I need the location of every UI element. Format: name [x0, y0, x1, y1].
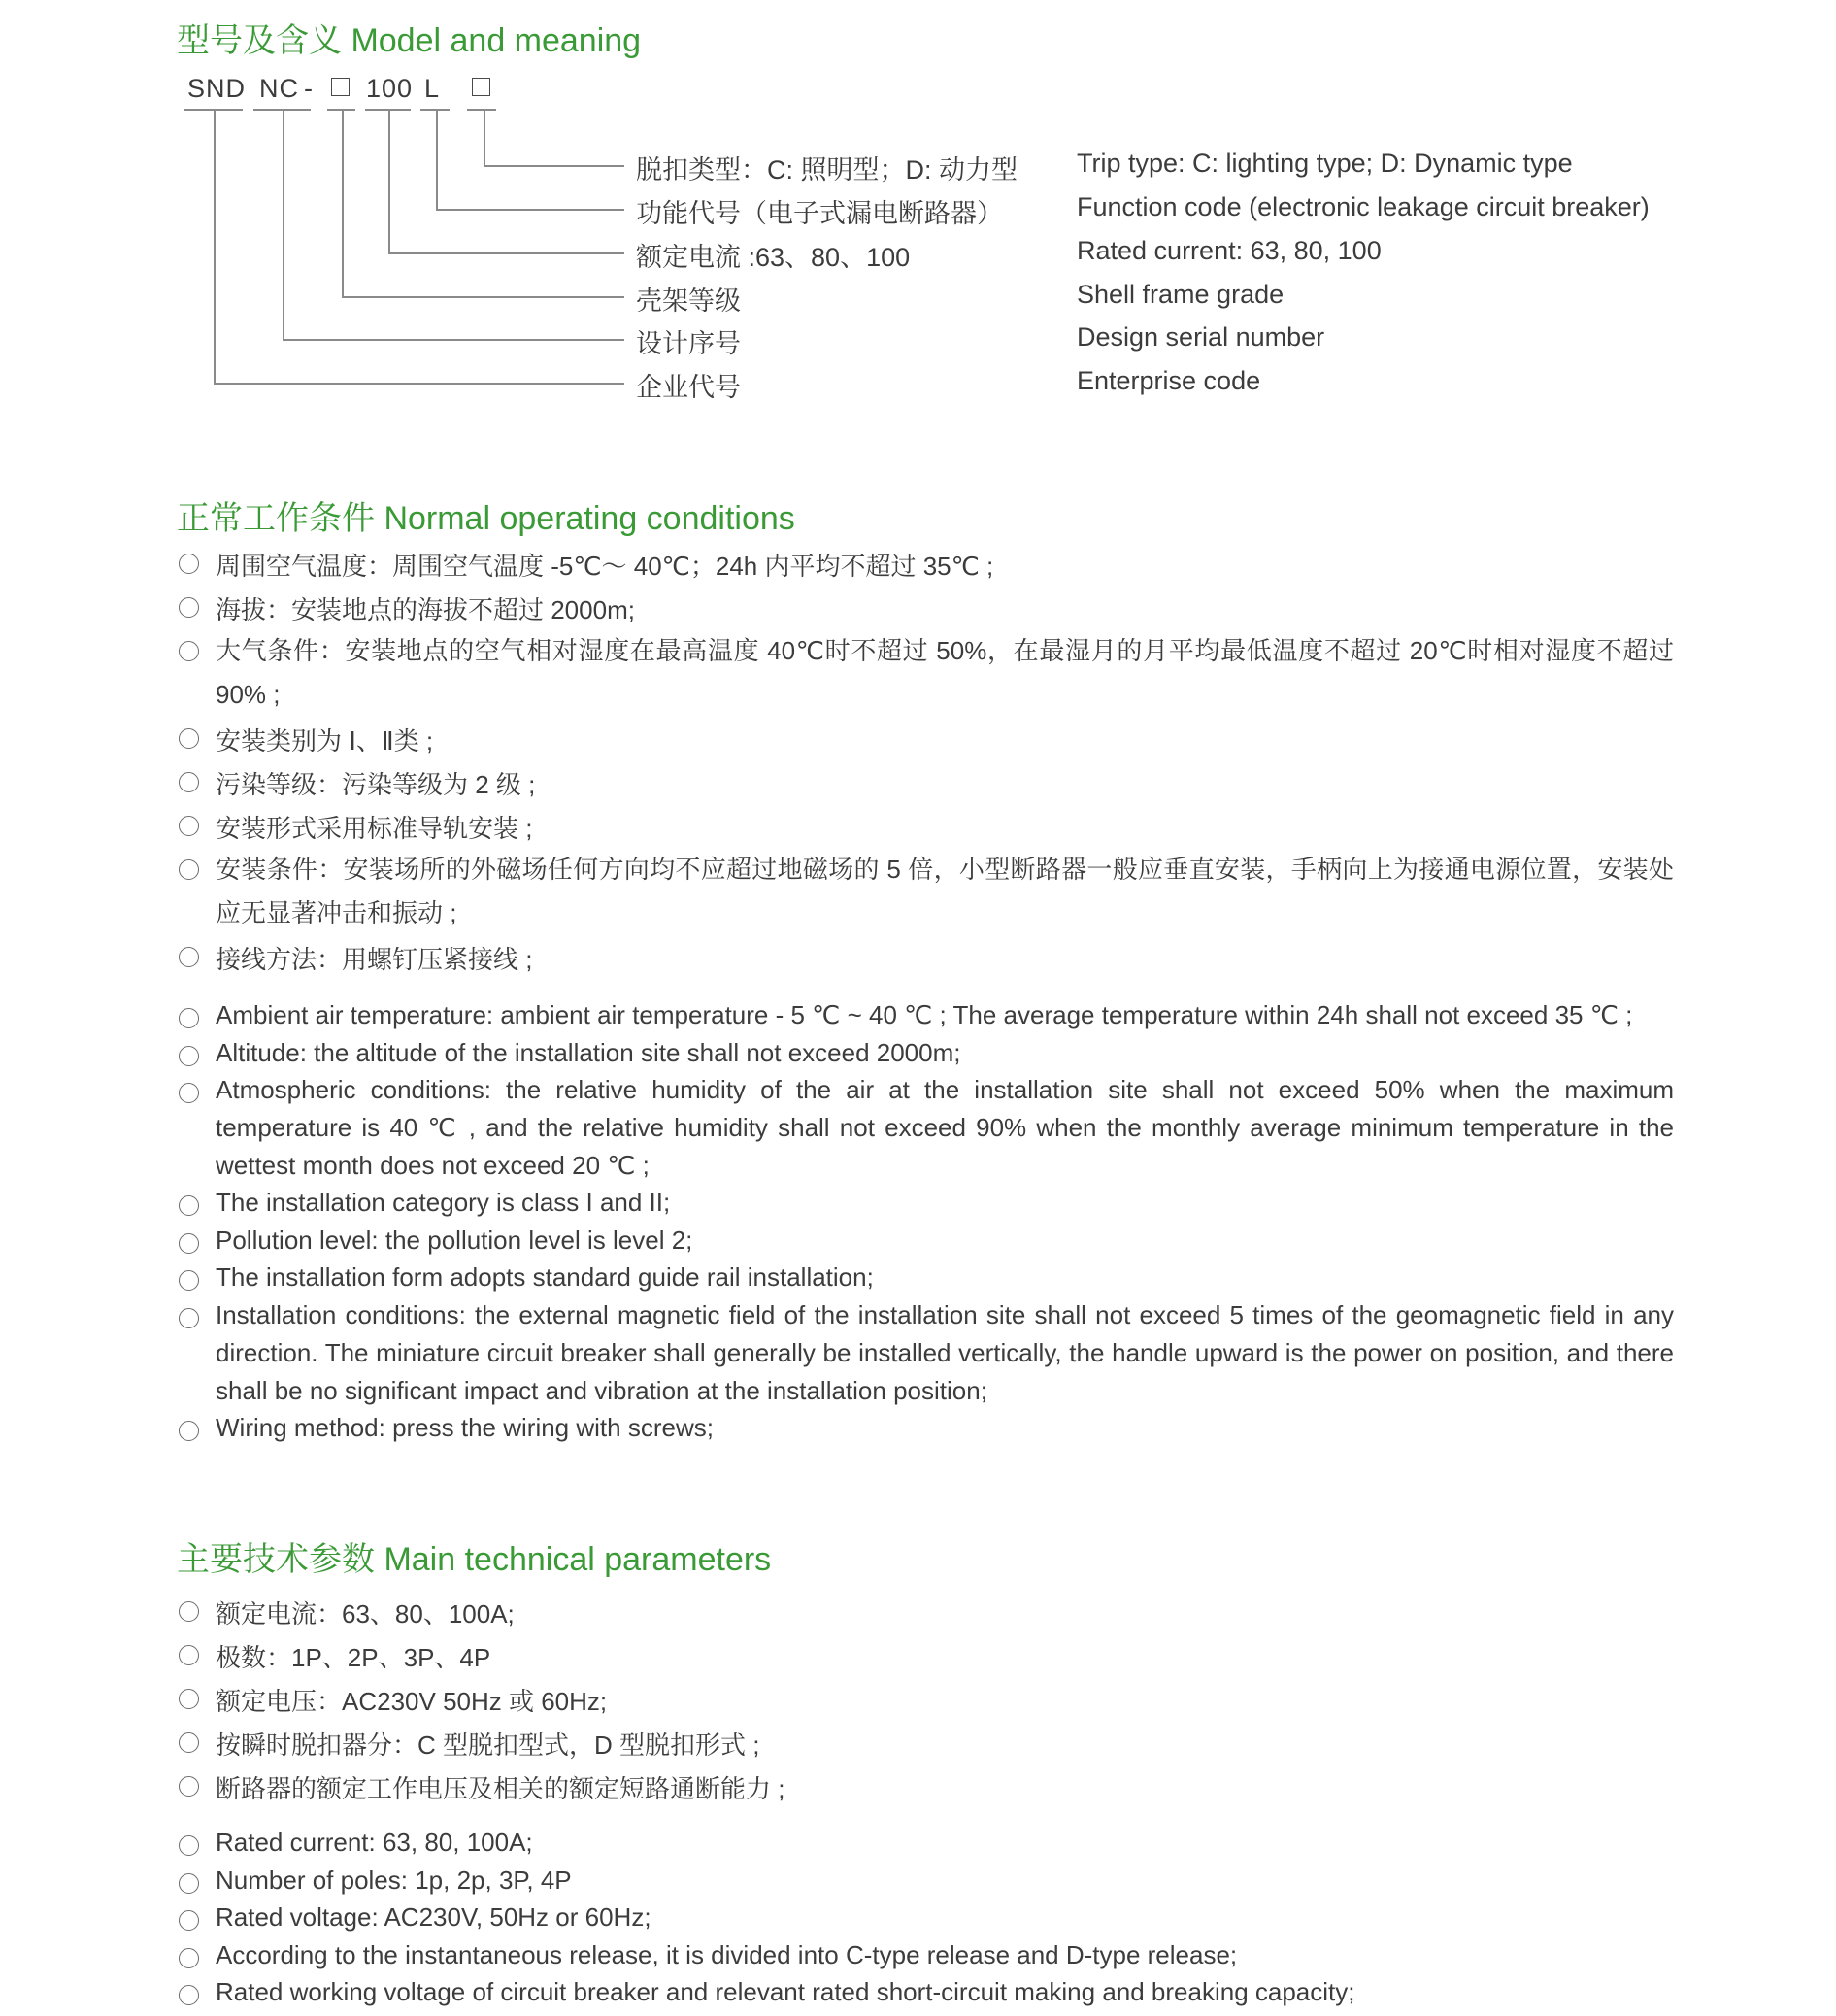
conditions-heading: 正常工作条件 Normal operating conditions	[177, 500, 795, 537]
circle-bullet-icon	[179, 1421, 199, 1441]
meaning-en: Shell frame grade	[1077, 280, 1285, 309]
meaning-en: Trip type: C: lighting type; D: Dynamic type	[1077, 149, 1573, 178]
circle-bullet-icon	[179, 1873, 199, 1894]
code-trip-box	[472, 78, 490, 96]
meaning-cn: 脱扣类型：C: 照明型；D: 动力型	[636, 155, 1018, 185]
list-item-text: Altitude: the altitude of the installation site shall not exceed 2000m;	[216, 1038, 961, 1067]
leader-h-trip	[484, 165, 624, 167]
circle-bullet-icon	[179, 1645, 199, 1665]
circle-bullet-icon	[179, 1835, 199, 1856]
leader-v-series	[283, 109, 284, 339]
code-enterprise: SND	[187, 74, 247, 103]
list-item-text: Rated voltage: AC230V, 50Hz or 60Hz;	[216, 1902, 651, 1932]
circle-bullet-icon	[179, 597, 199, 618]
list-item-text: 污染等级：污染等级为 2 级 ;	[216, 770, 536, 799]
circle-bullet-icon	[179, 1776, 199, 1797]
circle-bullet-icon	[179, 641, 199, 661]
list-item-text: According to the instantaneous release, it is divided into C-type release and D-type release;	[216, 1940, 1238, 1969]
list-item-text: 断路器的额定工作电压及相关的额定短路通断能力 ;	[216, 1774, 785, 1803]
circle-bullet-icon	[179, 1948, 199, 1968]
circle-bullet-icon	[179, 728, 199, 749]
meaning-en: Design serial number	[1077, 322, 1325, 352]
code-function: L	[424, 74, 441, 103]
circle-bullet-icon	[179, 1270, 199, 1291]
list-item-text: 按瞬时脱扣器分：C 型脱扣型式，D 型脱扣形式 ;	[216, 1730, 760, 1760]
leader-h-enterprise	[214, 383, 624, 385]
circle-bullet-icon	[179, 554, 199, 574]
meaning-en: Rated current: 63, 80, 100	[1077, 236, 1382, 265]
list-item-text: The installation category is class I and II;	[216, 1188, 671, 1217]
circle-bullet-icon	[179, 1910, 199, 1931]
list-item-text: 接线方法：用螺钉压紧接线 ;	[216, 945, 533, 974]
meaning-en: Enterprise code	[1077, 366, 1261, 395]
circle-bullet-icon	[179, 1046, 199, 1066]
list-item-text: Rated working voltage of circuit breaker and relevant rated short-circuit making and breaking capacity;	[216, 1977, 1355, 2006]
circle-bullet-icon	[179, 1008, 199, 1028]
code-dash: -	[304, 74, 314, 103]
list-item-text: 安装条件：安装场所的外磁场任何方向均不应超过地磁场的 5 倍，小型断路器一般应垂直安装，手柄向上为接通电源位置，安装处应无显著冲击和振动 ;	[216, 855, 1674, 927]
meaning-cn: 功能代号（电子式漏电断路器）	[636, 199, 1003, 228]
circle-bullet-icon	[179, 1985, 199, 2005]
code-frame-box	[331, 78, 350, 96]
params-heading: 主要技术参数 Main technical parameters	[177, 1541, 772, 1578]
leader-h-series	[283, 339, 624, 341]
list-item-text: Installation conditions: the external magnetic field of the installation site shall not exceed 5 times of the geomagnetic field in any direction. The miniature circuit breaker shall generally be installed vertically, the handle upward is the power on position, and there shall be no significant impact and vibration at the installation position;	[216, 1300, 1674, 1405]
code-series: NC	[259, 74, 299, 103]
list-item-text: 额定电流：63、80、100A;	[216, 1599, 515, 1629]
meaning-cn: 设计序号	[636, 329, 741, 358]
list-item-text: Ambient air temperature: ambient air temperature - 5 ℃ ~ 40 ℃ ; The average temperature within 24h shall not exceed 35 ℃ ;	[216, 1000, 1633, 1029]
circle-bullet-icon	[179, 1732, 199, 1753]
list-item-text: 额定电压：AC230V 50Hz 或 60Hz;	[216, 1687, 608, 1716]
leader-v-trip	[484, 109, 485, 165]
list-item-text: Pollution level: the pollution level is level 2;	[216, 1226, 693, 1255]
leader-h-current	[388, 252, 624, 254]
circle-bullet-icon	[179, 1689, 199, 1709]
list-item-text: Atmospheric conditions: the relative humidity of the air at the installation site shall not exceed 50% when the maximum temperature is 40 ℃ , and the relative humidity shall not exceed 90% when the monthly average minimum temperature in the wettest month does not exceed 20 ℃ ;	[216, 1075, 1674, 1180]
circle-bullet-icon	[179, 1195, 199, 1216]
leader-v-enterprise	[214, 109, 216, 383]
circle-bullet-icon	[179, 772, 199, 792]
model-heading: 型号及含义 Model and meaning	[177, 22, 642, 59]
circle-bullet-icon	[179, 1308, 199, 1328]
meaning-cn: 壳架等级	[636, 286, 741, 316]
circle-bullet-icon	[179, 947, 199, 967]
circle-bullet-icon	[179, 1601, 199, 1622]
meaning-cn: 额定电流 :63、80、100	[636, 243, 911, 272]
underline-function	[420, 109, 450, 111]
circle-bullet-icon	[179, 859, 199, 880]
list-item-text: 大气条件：安装地点的空气相对湿度在最高温度 40℃时不超过 50%，在最湿月的月平均最低温度不超过 20℃时相对湿度不超过 90% ;	[216, 636, 1674, 709]
meaning-cn: 企业代号	[636, 373, 741, 402]
leader-v-current	[388, 109, 390, 252]
list-item-text: 海拔：安装地点的海拔不超过 2000m;	[216, 595, 635, 624]
list-item-text: 安装形式采用标准导轨安装 ;	[216, 814, 533, 843]
list-item-text: 极数：1P、2P、3P、4P	[216, 1643, 491, 1672]
leader-v-function	[436, 109, 438, 209]
list-item-text: Rated current: 63, 80, 100A;	[216, 1828, 533, 1857]
leader-h-frame	[342, 296, 624, 298]
circle-bullet-icon	[179, 1083, 199, 1103]
list-item-text: 安装类别为 Ⅰ、Ⅱ类 ;	[216, 726, 434, 756]
list-item-text: The installation form adopts standard guide rail installation;	[216, 1262, 874, 1292]
circle-bullet-icon	[179, 1233, 199, 1254]
list-item-text: Number of poles: 1p, 2p, 3P, 4P	[216, 1865, 572, 1895]
code-current: 100	[366, 74, 414, 103]
meaning-en: Function code (electronic leakage circuit breaker)	[1077, 192, 1650, 221]
list-item-text: 周围空气温度：周围空气温度 -5℃～ 40℃；24h 内平均不超过 35℃ ;	[216, 552, 994, 581]
circle-bullet-icon	[179, 816, 199, 836]
leader-h-function	[436, 209, 624, 211]
list-item-text: Wiring method: press the wiring with screws;	[216, 1413, 714, 1442]
leader-v-frame	[342, 109, 344, 296]
underline-trip	[467, 109, 496, 111]
